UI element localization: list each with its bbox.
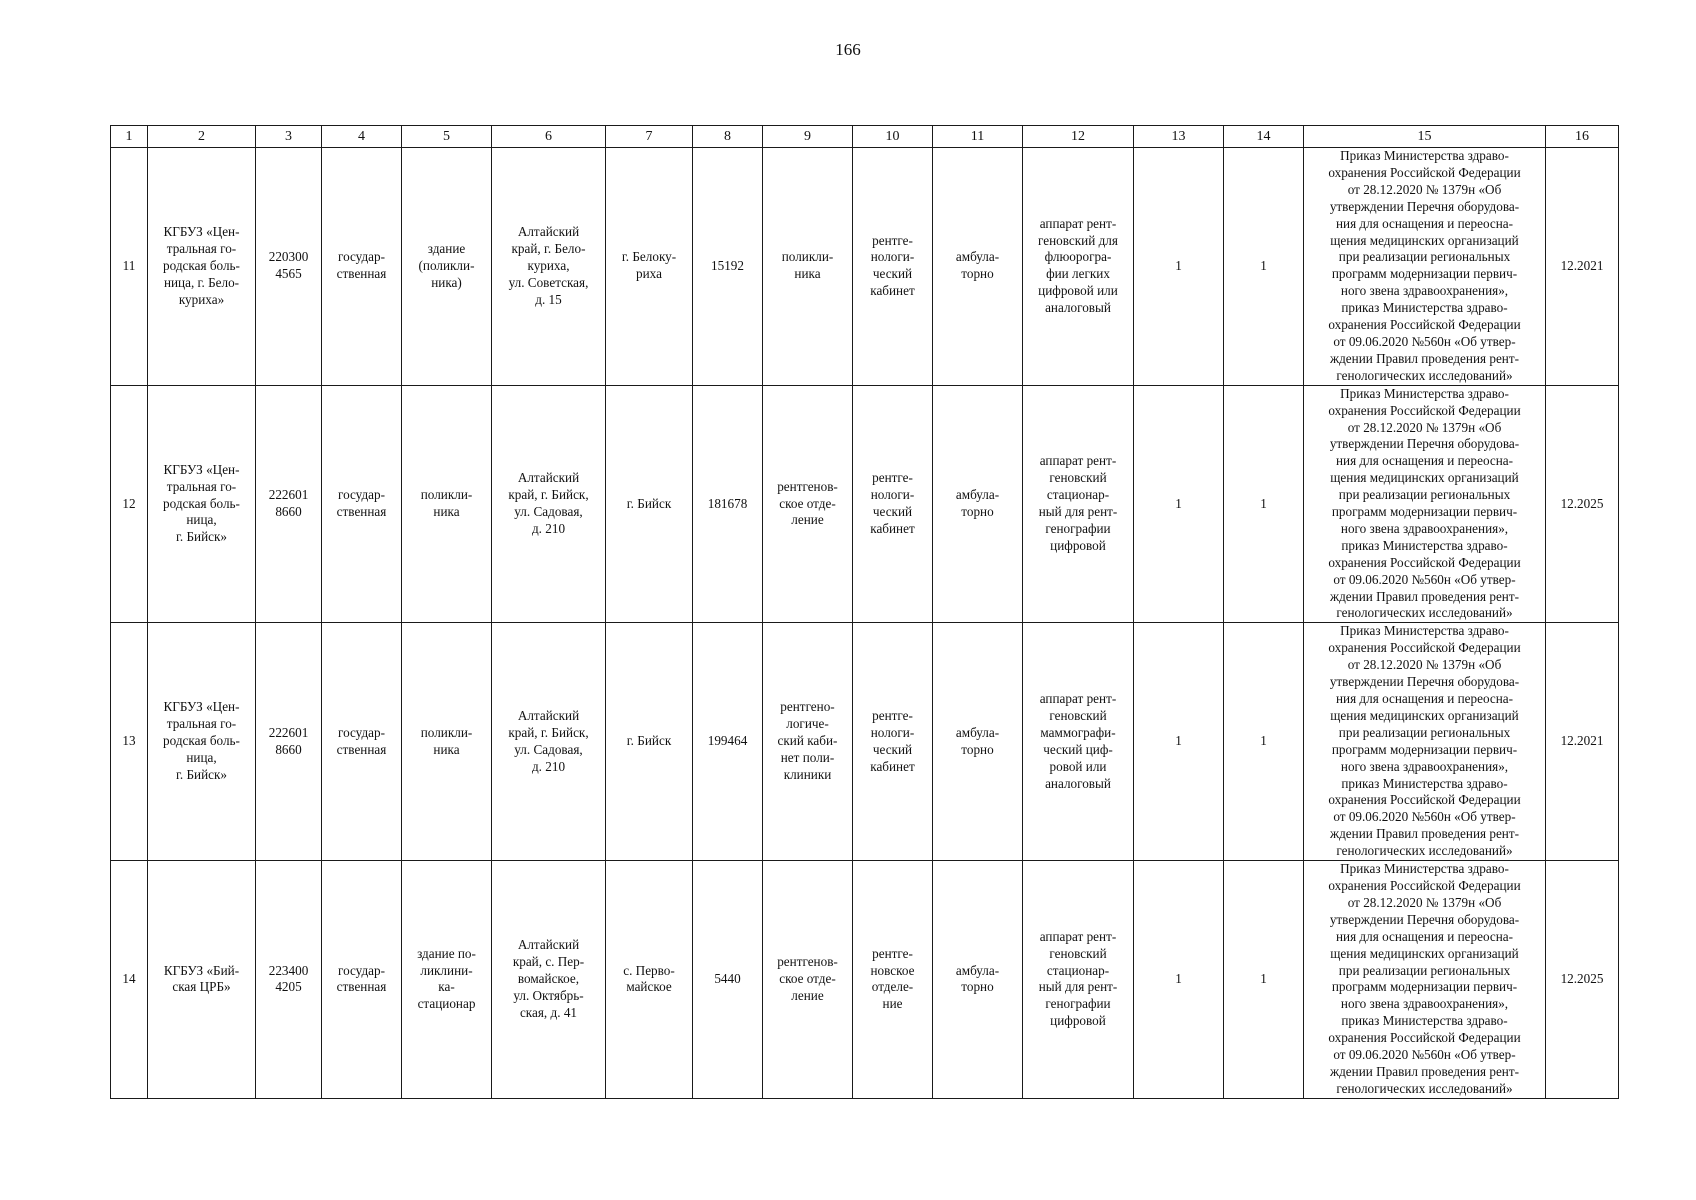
address: Алтайский край, г. Бийск, ул. Садовая, д. 210 bbox=[492, 385, 606, 623]
care-conditions: амбула- торно bbox=[933, 861, 1023, 1099]
organization-name: КГБУЗ «Цен- тральная го- родская боль- ница, г. Бийск» bbox=[148, 385, 256, 623]
care-conditions: амбула- торно bbox=[933, 623, 1023, 861]
row-number: 13 bbox=[111, 623, 148, 861]
table-row bbox=[111, 385, 1619, 623]
ownership-type: государ- ственная bbox=[322, 148, 402, 386]
header-cell: 10 bbox=[853, 126, 933, 148]
deadline: 12.2025 bbox=[1546, 385, 1619, 623]
deadline: 12.2021 bbox=[1546, 623, 1619, 861]
address: Алтайский край, г. Бело- куриха, ул. Советская, д. 15 bbox=[492, 148, 606, 386]
organization-code: 222601 8660 bbox=[256, 623, 322, 861]
header-cell: 3 bbox=[256, 126, 322, 148]
population: 15192 bbox=[693, 148, 763, 386]
unit: рентге- нологи- ческий кабинет bbox=[853, 385, 933, 623]
ownership-type: государ- ственная bbox=[322, 623, 402, 861]
settlement: г. Бийск bbox=[606, 623, 693, 861]
header-cell: 1 bbox=[111, 126, 148, 148]
row-number: 12 bbox=[111, 385, 148, 623]
organization-name: КГБУЗ «Цен- тральная го- родская боль- ница, г. Бело- куриха» bbox=[148, 148, 256, 386]
settlement: с. Перво- майское bbox=[606, 861, 693, 1099]
equipment-name: аппарат рент- геновский стационар- ный для рент- генографии цифровой bbox=[1023, 861, 1134, 1099]
deadline: 12.2025 bbox=[1546, 861, 1619, 1099]
header-cell: 9 bbox=[763, 126, 853, 148]
table-row bbox=[111, 623, 1619, 861]
header-cell: 16 bbox=[1546, 126, 1619, 148]
population: 181678 bbox=[693, 385, 763, 623]
department: рентгенов- ское отде- ление bbox=[763, 385, 853, 623]
table-row bbox=[111, 148, 1619, 386]
building-type: здание (поликли- ника) bbox=[402, 148, 492, 386]
population: 5440 bbox=[693, 861, 763, 1099]
ownership-type: государ- ственная bbox=[322, 385, 402, 623]
header-cell: 8 bbox=[693, 126, 763, 148]
equipment-table bbox=[110, 125, 1619, 1099]
header-cell: 14 bbox=[1224, 126, 1304, 148]
header-cell: 13 bbox=[1134, 126, 1224, 148]
organization-name: КГБУЗ «Цен- тральная го- родская боль- ница, г. Бийск» bbox=[148, 623, 256, 861]
building-type: поликли- ника bbox=[402, 623, 492, 861]
header-cell: 4 bbox=[322, 126, 402, 148]
care-conditions: амбула- торно bbox=[933, 385, 1023, 623]
legal-basis: Приказ Министерства здраво- охранения Российской Федерации от 28.12.2020 № 1379н «Об утверждении Перечня оборудова- ния для оснащения и переосна- щения медицинских организаций при реализации региональных программ модернизации первич- ного звена здравоохранения», приказ Министерства здраво- охранения Российской Федерации от 09.06.2020 №560н «Об утвер- ждении Правил проведения рент- генологических исследований» bbox=[1304, 148, 1546, 386]
ownership-type: государ- ственная bbox=[322, 861, 402, 1099]
header-row bbox=[111, 126, 1619, 148]
header-cell: 6 bbox=[492, 126, 606, 148]
quantity-b: 1 bbox=[1224, 861, 1304, 1099]
equipment-name: аппарат рент- геновский маммографи- ческий циф- ровой или аналоговый bbox=[1023, 623, 1134, 861]
equipment-name: аппарат рент- геновский стационар- ный для рент- генографии цифровой bbox=[1023, 385, 1134, 623]
address: Алтайский край, г. Бийск, ул. Садовая, д. 210 bbox=[492, 623, 606, 861]
quantity-a: 1 bbox=[1134, 623, 1224, 861]
organization-code: 222601 8660 bbox=[256, 385, 322, 623]
building-type: здание по- ликлини- ка- стационар bbox=[402, 861, 492, 1099]
care-conditions: амбула- торно bbox=[933, 148, 1023, 386]
organization-code: 220300 4565 bbox=[256, 148, 322, 386]
unit: рентге- нологи- ческий кабинет bbox=[853, 623, 933, 861]
header-cell: 12 bbox=[1023, 126, 1134, 148]
organization-name: КГБУЗ «Бий- ская ЦРБ» bbox=[148, 861, 256, 1099]
address: Алтайский край, с. Пер- вомайское, ул. Октябрь- ская, д. 41 bbox=[492, 861, 606, 1099]
header-cell: 11 bbox=[933, 126, 1023, 148]
equipment-name: аппарат рент- геновский для флюорогра- фии легких цифровой или аналоговый bbox=[1023, 148, 1134, 386]
legal-basis: Приказ Министерства здраво- охранения Российской Федерации от 28.12.2020 № 1379н «Об утверждении Перечня оборудова- ния для оснащения и переосна- щения медицинских организаций при реализации региональных программ модернизации первич- ного звена здравоохранения», приказ Министерства здраво- охранения Российской Федерации от 09.06.2020 №560н «Об утвер- ждении Правил проведения рент- генологических исследований» bbox=[1304, 385, 1546, 623]
table-body bbox=[111, 148, 1619, 1099]
header-cell: 2 bbox=[148, 126, 256, 148]
quantity-b: 1 bbox=[1224, 148, 1304, 386]
quantity-a: 1 bbox=[1134, 861, 1224, 1099]
row-number: 14 bbox=[111, 861, 148, 1099]
unit: рентге- новское отделе- ние bbox=[853, 861, 933, 1099]
settlement: г. Белоку- риха bbox=[606, 148, 693, 386]
quantity-a: 1 bbox=[1134, 148, 1224, 386]
header-cell: 15 bbox=[1304, 126, 1546, 148]
unit: рентге- нологи- ческий кабинет bbox=[853, 148, 933, 386]
legal-basis: Приказ Министерства здраво- охранения Российской Федерации от 28.12.2020 № 1379н «Об утверждении Перечня оборудова- ния для оснащения и переосна- щения медицинских организаций при реализации региональных программ модернизации первич- ного звена здравоохранения», приказ Министерства здраво- охранения Российской Федерации от 09.06.2020 №560н «Об утвер- ждении Правил проведения рент- генологических исследований» bbox=[1304, 861, 1546, 1099]
deadline: 12.2021 bbox=[1546, 148, 1619, 386]
legal-basis: Приказ Министерства здраво- охранения Российской Федерации от 28.12.2020 № 1379н «Об утверждении Перечня оборудова- ния для оснащения и переосна- щения медицинских организаций при реализации региональных программ модернизации первич- ного звена здравоохранения», приказ Министерства здраво- охранения Российской Федерации от 09.06.2020 №560н «Об утвер- ждении Правил проведения рент- генологических исследований» bbox=[1304, 623, 1546, 861]
department: рентгено- логиче- ский каби- нет поли- клиники bbox=[763, 623, 853, 861]
page-number: 166 bbox=[835, 40, 861, 59]
table-header bbox=[111, 126, 1619, 148]
table-row bbox=[111, 861, 1619, 1099]
row-number: 11 bbox=[111, 148, 148, 386]
department: рентгенов- ское отде- ление bbox=[763, 861, 853, 1099]
quantity-b: 1 bbox=[1224, 385, 1304, 623]
population: 199464 bbox=[693, 623, 763, 861]
header-cell: 7 bbox=[606, 126, 693, 148]
department: поликли- ника bbox=[763, 148, 853, 386]
building-type: поликли- ника bbox=[402, 385, 492, 623]
organization-code: 223400 4205 bbox=[256, 861, 322, 1099]
quantity-a: 1 bbox=[1134, 385, 1224, 623]
quantity-b: 1 bbox=[1224, 623, 1304, 861]
header-cell: 5 bbox=[402, 126, 492, 148]
settlement: г. Бийск bbox=[606, 385, 693, 623]
